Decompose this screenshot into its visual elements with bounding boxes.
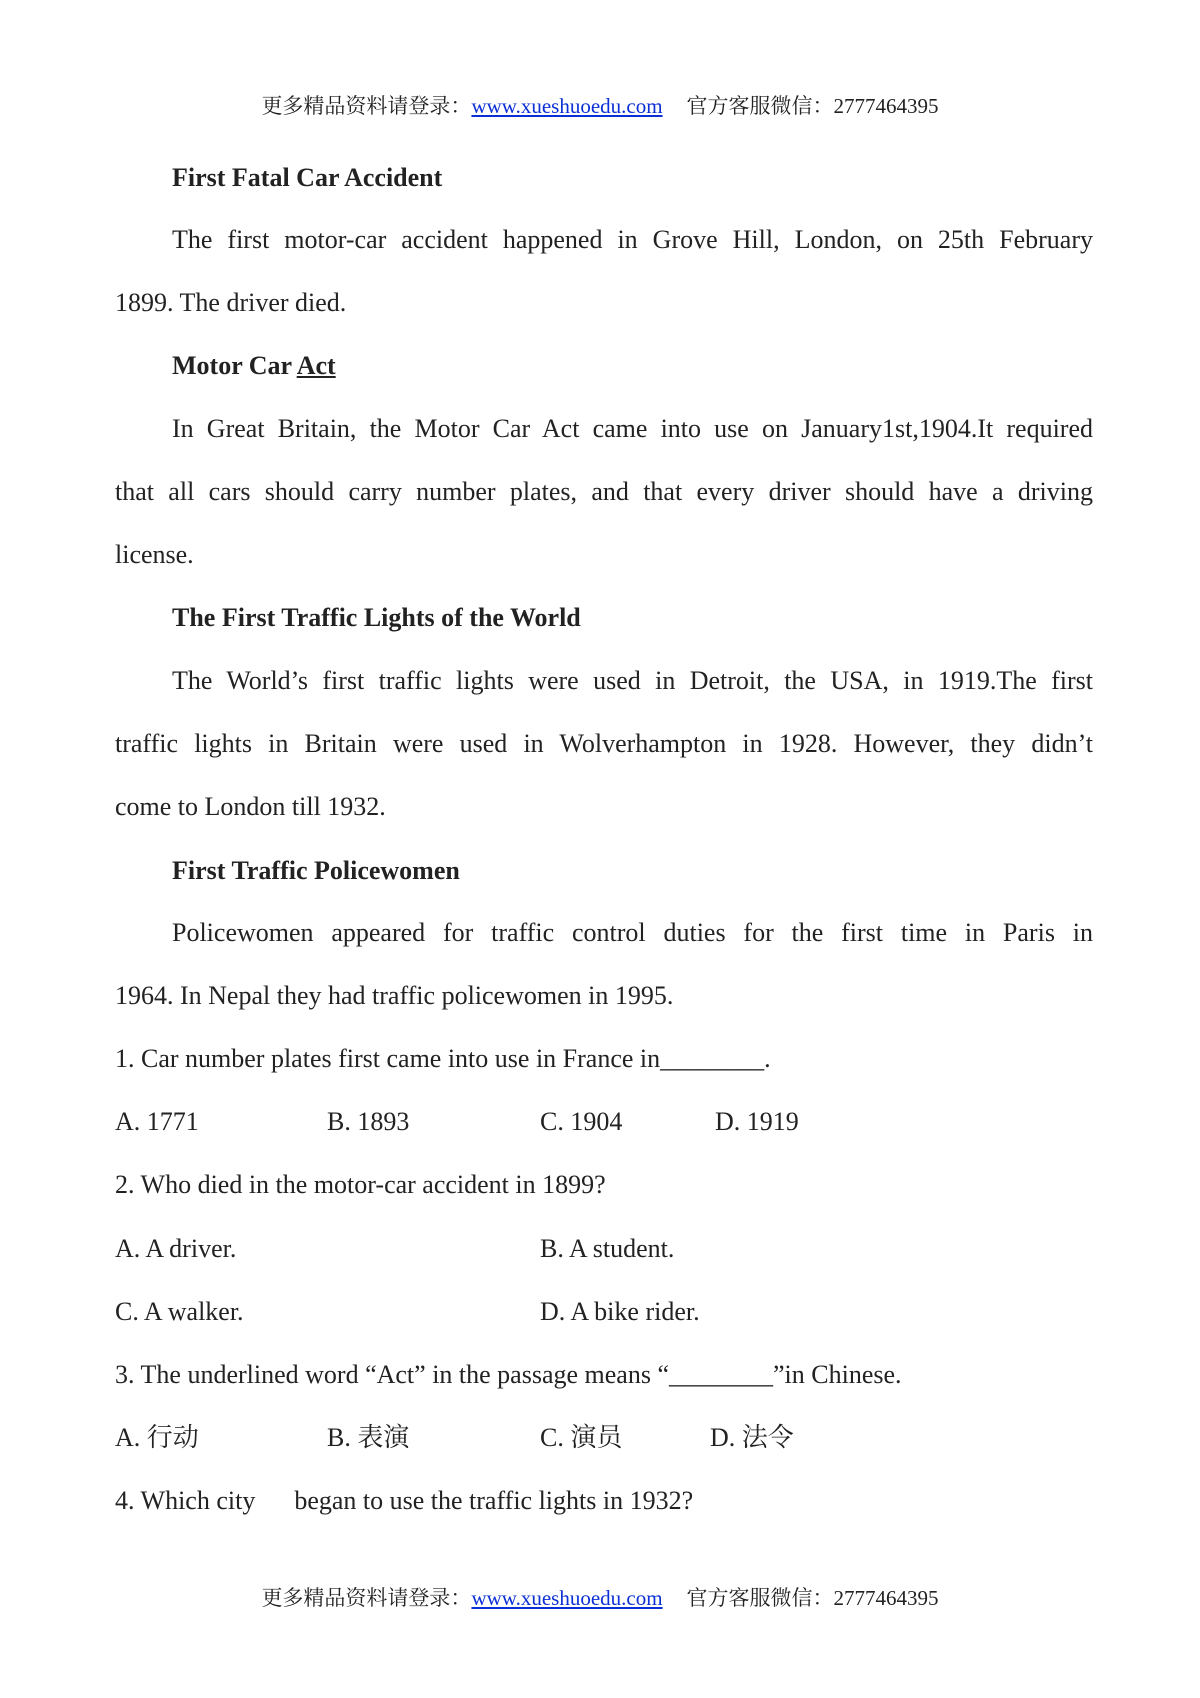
answer-option: B. 1893 [327,1107,410,1136]
underlined-word: Act [296,351,336,380]
answer-option: D. A bike rider. [540,1297,700,1326]
paragraph-line: In Great Britain, the Motor Car Act came into use on January1st,1904.It required [172,414,1093,443]
section-heading: First Traffic Policewomen [172,856,460,885]
heading-text: Motor Car [172,351,297,380]
paragraph-line: traffic lights in Britain were used in Wolverhampton in 1928. However, they didn’t [115,729,1093,758]
footer-text: 更多精品资料请登录： [261,1586,472,1610]
section-heading [172,353,1093,379]
footer-wechat: 官方客服微信：2777464395 [686,1586,939,1610]
answer-option: A. 1771 [115,1107,199,1136]
page-footer [0,1582,1200,1612]
paragraph-line: The first motor-car accident happened in Grove Hill, London, on 25th February [172,225,1093,254]
question-stem: 3. The underlined word “Act” in the passage means “________”in Chinese. [115,1360,902,1389]
answer-option: D. 1919 [715,1107,799,1136]
section-heading: First Fatal Car Accident [172,163,443,192]
answer-option: D. 法令 [710,1423,794,1452]
page-header [0,90,1200,120]
answer-option: C. 1904 [540,1107,623,1136]
header-wechat: 官方客服微信：2777464395 [686,94,939,118]
paragraph-line: 1899. The driver died. [115,288,347,317]
paragraph-line: Policewomen appeared for traffic control duties for the first time in Paris in [172,918,1093,947]
paragraph-line: that all cars should carry number plates, and that every driver should have a driving [115,477,1093,506]
answer-option: B. 表演 [327,1423,410,1452]
paragraph-line: The World’s first traffic lights were used in Detroit, the USA, in 1919.The first [172,666,1093,695]
question-stem: 2. Who died in the motor-car accident in 1899? [115,1170,606,1199]
answer-option: C. A walker. [115,1297,244,1326]
header-text: 更多精品资料请登录： [261,94,472,118]
question-stem: 4. Which city began to use the traffic lights in 1932? [115,1486,694,1515]
header-link[interactable]: www.xueshuoedu.com [471,94,663,118]
footer-link[interactable]: www.xueshuoedu.com [471,1586,663,1610]
question-stem: 1. Car number plates first came into use in France in________. [115,1044,771,1073]
answer-option: B. A student. [540,1234,675,1263]
section-heading: The First Traffic Lights of the World [172,603,581,632]
paragraph-line: 1964. In Nepal they had traffic policewomen in 1995. [115,981,674,1010]
answer-option: A. A driver. [115,1234,237,1263]
paragraph-line: license. [115,540,194,569]
paragraph-line: come to London till 1932. [115,792,386,821]
answer-option: C. 演员 [540,1423,623,1452]
answer-option: A. 行动 [115,1423,199,1452]
